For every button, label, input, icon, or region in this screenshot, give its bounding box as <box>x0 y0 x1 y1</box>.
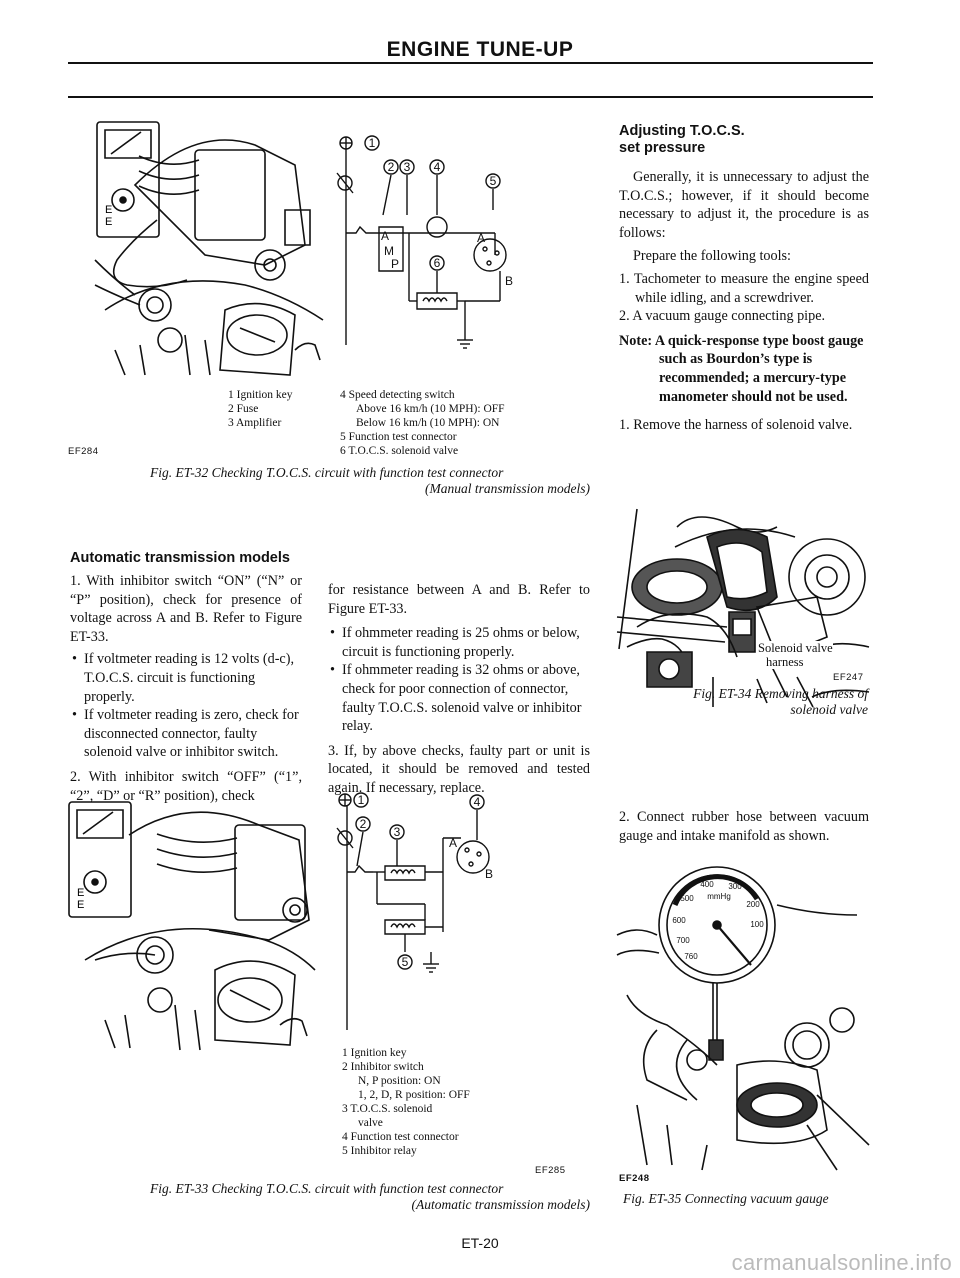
svg-text:B: B <box>504 274 514 288</box>
legend-item: 3 Amplifier <box>228 417 282 429</box>
svg-text:500: 500 <box>680 894 694 903</box>
fig33-caption <box>150 1181 590 1213</box>
fig33-code: EF285 <box>535 1165 566 1176</box>
tool-item: 1. Tachometer to measure the engine speed while idling, and a screwdriver. <box>619 270 869 306</box>
legend-item: 6 T.O.C.S. solenoid valve <box>340 445 459 457</box>
svg-text:5: 5 <box>401 955 409 969</box>
svg-text:M: M <box>384 244 394 258</box>
fig33-circuit <box>335 792 505 1032</box>
step-2-continued: for resistance between A and B. Refer to Figure ET-33. <box>328 582 590 617</box>
svg-text:1: 1 <box>357 793 365 807</box>
legend-item: 5 Function test connector <box>340 431 457 443</box>
svg-text:P: P <box>390 257 400 271</box>
fig32-legend-left <box>228 388 338 430</box>
svg-text:E: E <box>105 204 113 216</box>
legend-item: 4 Function test connector <box>342 1131 459 1143</box>
fig32-illustration <box>95 110 325 375</box>
fig35-caption: Fig. ET-35 Connecting vacuum gauge <box>623 1191 829 1206</box>
callout-line: harness <box>766 655 804 669</box>
adjust-step-2: 2. Connect rubber hose between vacuum gauge and intake manifold as shown. <box>619 809 869 844</box>
bullet-item: • If voltmeter reading is 12 volts (d-c), T.O.C.S. circuit is functioning properly. <box>70 650 302 706</box>
legend-item: 1 Ignition key <box>228 389 293 401</box>
bullet-item: • If voltmeter reading is zero, check for disconnected connector, faulty solenoid valve or inhibitor switch. <box>70 706 302 762</box>
step-2: 2. With inhibitor switch “OFF” (“1”, “2”, “D” or “R” position), check <box>70 768 302 804</box>
svg-text:B: B <box>484 867 494 881</box>
bullet-item: • If ohmmeter reading is 32 ohms or above, check for poor connection of connector, faulty T.O.C.S. solenoid valve or inhibitor relay. <box>328 661 590 735</box>
svg-text:760: 760 <box>684 952 698 961</box>
tools-intro: Prepare the following tools: <box>633 248 792 265</box>
heading-line: set pressure <box>619 140 706 156</box>
svg-text:1: 1 <box>368 136 376 150</box>
caption-line: (Automatic transmission models) <box>411 1197 590 1212</box>
fig32-caption <box>150 465 590 497</box>
tool-item: 2. A vacuum gauge connecting pipe. <box>619 308 826 325</box>
fig34-caption <box>640 686 868 718</box>
watermark: carmanualsonline.info <box>731 1250 952 1275</box>
svg-text:5: 5 <box>489 174 497 188</box>
svg-text:100: 100 <box>750 920 764 929</box>
adjust-step-1: 1. Remove the harness of solenoid valve. <box>619 417 853 434</box>
page-title: ENGINE TUNE-UP <box>386 38 574 61</box>
svg-text:mmHg: mmHg <box>707 892 731 901</box>
legend-item: 4 Speed detecting switch <box>340 389 455 401</box>
fig35-illustration <box>617 865 869 1175</box>
legend-subitem: Above 16 km/h (10 MPH): OFF <box>356 403 505 415</box>
callout-line: Solenoid valve <box>758 641 833 655</box>
caption-line: solenoid valve <box>790 702 868 717</box>
svg-text:A: A <box>448 836 458 850</box>
header-rule-top <box>68 62 873 64</box>
svg-text:2: 2 <box>387 160 395 174</box>
fig34-illustration <box>617 507 869 707</box>
svg-text:4: 4 <box>473 795 481 809</box>
bullet-item: • If ohmmeter reading is 25 ohms or below, circuit is functioning properly. <box>328 624 590 661</box>
caption-line: Fig. ET-32 Checking T.O.C.S. circuit with function test connector <box>150 465 504 480</box>
auto-column-right <box>328 581 590 798</box>
svg-text:200: 200 <box>746 900 760 909</box>
adjust-column <box>619 168 869 435</box>
caption-line: Fig. ET-34 Removing harness of <box>693 686 868 701</box>
note: Note: A quick-response type boost gauge such as Bourdon’s type is recommended; a mercury-type manometer should not be used. <box>619 332 864 405</box>
page-number: ET-20 <box>461 1235 499 1251</box>
fig33-illustration <box>65 790 325 1050</box>
fig32-circuit <box>325 135 525 375</box>
step-3: 3. If, by above checks, faulty part or unit is located, it should be removed and tested again. If necessary, replace. <box>328 742 590 796</box>
legend-item: 5 Inhibitor relay <box>342 1145 417 1157</box>
svg-text:600: 600 <box>672 916 686 925</box>
section-heading-adjusting <box>619 123 869 157</box>
svg-text:A: A <box>380 229 390 243</box>
legend-item: 2 Fuse <box>228 403 259 415</box>
svg-text:E: E <box>77 899 85 911</box>
svg-text:400: 400 <box>700 880 714 889</box>
svg-text:6: 6 <box>433 256 441 270</box>
svg-text:A: A <box>476 231 486 245</box>
fig34-code: EF247 <box>833 672 864 683</box>
header-rule-bottom <box>68 96 873 98</box>
svg-text:E: E <box>105 216 113 228</box>
bullet-list <box>70 650 302 762</box>
fig33-legend <box>342 1046 512 1158</box>
step-1: 1. With inhibitor switch “ON” (“N” or “P” position), check for presence of voltage across A and B. Refer to Figure ET-33. <box>70 573 302 645</box>
legend-subitem: N, P position: ON <box>358 1075 441 1087</box>
legend-item: 2 Inhibitor switch <box>342 1061 424 1073</box>
legend-item: 1 Ignition key <box>342 1047 407 1059</box>
svg-text:4: 4 <box>433 160 441 174</box>
fig35-code: EF248 <box>619 1173 650 1184</box>
svg-text:700: 700 <box>676 936 690 945</box>
fig34-callout <box>758 641 833 669</box>
legend-subitem: 1, 2, D, R position: OFF <box>358 1089 470 1101</box>
svg-text:3: 3 <box>393 825 401 839</box>
auto-column-left <box>70 572 302 805</box>
fig32-legend-right <box>340 388 570 458</box>
svg-text:3: 3 <box>403 160 411 174</box>
svg-text:2: 2 <box>359 817 367 831</box>
fig32-code: EF284 <box>68 446 99 457</box>
svg-text:E: E <box>77 887 85 899</box>
legend-item: 3 T.O.C.S. solenoid <box>342 1103 433 1115</box>
caption-line: (Manual transmission models) <box>425 481 590 496</box>
svg-text:300: 300 <box>728 882 742 891</box>
legend-subitem: Below 16 km/h (10 MPH): ON <box>356 417 500 429</box>
section-heading-automatic: Automatic transmission models <box>70 550 290 566</box>
legend-subitem: valve <box>358 1117 383 1129</box>
bullet-list <box>328 624 590 736</box>
caption-line: Fig. ET-33 Checking T.O.C.S. circuit with function test connector <box>150 1181 504 1196</box>
adjust-intro: Generally, it is unnecessary to adjust the T.O.C.S.; however, if it should become necessary to adjust it, the procedure is as follows: <box>619 169 869 241</box>
heading-line: Adjusting T.O.C.S. <box>619 123 745 139</box>
